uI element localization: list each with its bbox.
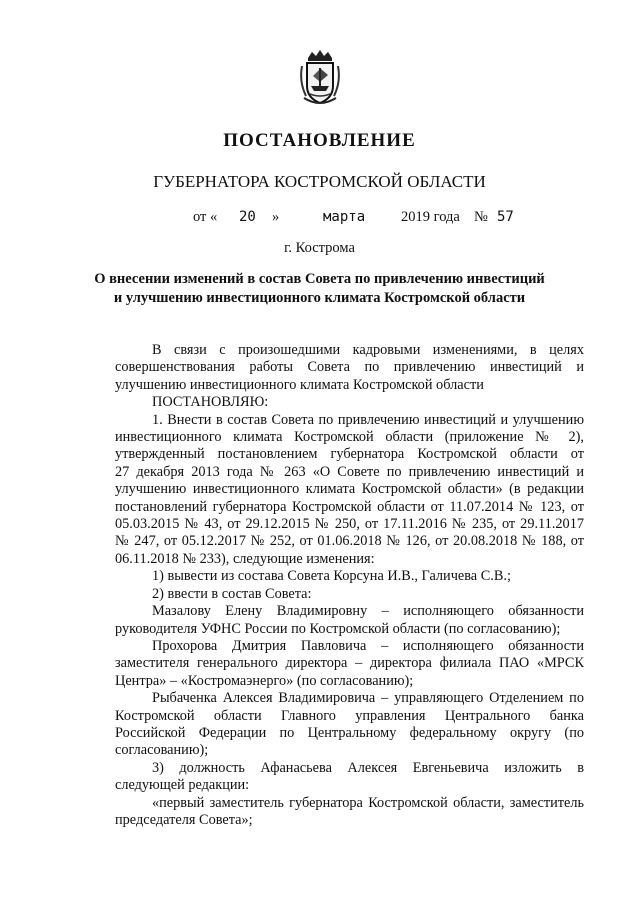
paragraph-line: утвержденный постановлением губернатора Костромской области от: [115, 446, 584, 463]
paragraph-line: 1. Внести в состав Совета по привлечению инвестиций и улучшению: [152, 411, 584, 428]
paragraph-line: председателя Совета»;: [115, 811, 253, 828]
paragraph-line: 27 декабря 2013 года № 263 «О Совете по привлечению инвестиций и: [115, 463, 584, 480]
document-date-line: [0, 207, 639, 227]
paragraph-line: руководителя УФНС России по Костромской области (по согласованию);: [115, 620, 561, 637]
paragraph-line: Мазалову Елену Владимировну – исполняющего обязанности: [152, 603, 584, 620]
document-paragraph: [115, 412, 584, 569]
document-title: ПОСТАНОВЛЕНИЕ: [223, 130, 416, 151]
heading-line: и улучшению инвестиционного климата Костромской области: [113, 290, 526, 306]
document-number: 57: [497, 209, 514, 225]
paragraph-line: улучшению инвестиционного климата Костромской области: [115, 376, 484, 393]
date-day: 20: [239, 209, 256, 225]
paragraph-line: Рыбаченка Алексея Владимировича – управляющего Отделением по: [152, 690, 584, 707]
document-body: [115, 342, 584, 829]
paragraph-line: ПОСТАНОВЛЯЮ:: [152, 394, 269, 411]
paragraph-line: следующей редакции:: [115, 777, 250, 794]
paragraph-line: совершенствования работы Совета по привлечению инвестиций и: [115, 359, 584, 376]
paragraph-line: 3) должность Афанасьева Алексея Евгеньевича изложить в: [152, 759, 584, 776]
paragraph-line: 05.03.2015 № 43, от 29.12.2015 № 250, от 17.11.2016 № 235, от 29.11.2017: [115, 516, 584, 533]
date-prefix: от «: [193, 209, 218, 225]
document-paragraph: [115, 690, 584, 760]
date-close-quote: »: [272, 209, 280, 225]
paragraph-line: Прохорова Дмитрия Павловича – исполняющего обязанности: [152, 637, 584, 654]
document-paragraph: [115, 568, 584, 585]
paragraph-line: Костромской области Главного управления Центрального банка: [115, 707, 584, 724]
paragraph-line: 06.11.2018 № 233), следующие изменения:: [115, 550, 375, 567]
date-year: 2019 года: [401, 209, 460, 225]
kostroma-coat-of-arms-icon: [298, 48, 342, 106]
paragraph-line: 2) ввести в состав Совета:: [152, 585, 312, 602]
paragraph-line: В связи с произошедшими кадровыми изменениями, в целях: [152, 342, 584, 358]
paragraph-line: «первый заместитель губернатора Костромской области, заместитель: [152, 794, 584, 811]
paragraph-line: инвестиционного климата Костромской области (приложение № 2),: [115, 429, 584, 446]
document-paragraph: [115, 638, 584, 690]
document-paragraph: [115, 394, 584, 411]
document-issuer: ГУБЕРНАТОРА КОСТРОМСКОЙ ОБЛАСТИ: [153, 172, 486, 191]
paragraph-line: улучшению инвестиционного климата Костромской области» (в редакции: [115, 481, 584, 498]
document-city: г. Кострома: [284, 240, 355, 256]
date-number-sign: №: [474, 209, 488, 225]
paragraph-line: 1) вывести из состава Совета Корсуна И.В., Галичева С.В.;: [152, 568, 511, 585]
paragraph-line: заместителя генерального директора – директора филиала ПАО «МРСК: [115, 655, 584, 672]
paragraph-line: Центра» – «Костромаэнерго» (по согласованию);: [115, 672, 414, 689]
paragraph-line: согласованию);: [115, 742, 209, 759]
paragraph-line: постановлений губернатора Костромской области от 11.07.2014 № 123, от: [115, 498, 584, 515]
document-paragraph: [115, 795, 584, 830]
heading-line: О внесении изменений в состав Совета по привлечению инвестиций: [94, 271, 545, 287]
document-paragraph: [115, 760, 584, 795]
paragraph-line: Российской Федерации по Центральному федеральному округу (по: [115, 724, 584, 741]
document-paragraph: [115, 586, 584, 603]
document-paragraph: [115, 342, 584, 394]
paragraph-line: № 247, от 05.12.2017 № 252, от 01.06.2018 № 126, от 20.08.2018 № 188, от: [115, 533, 584, 550]
date-month: марта: [323, 209, 366, 225]
document-heading: [60, 270, 579, 308]
document-paragraph: [115, 603, 584, 638]
